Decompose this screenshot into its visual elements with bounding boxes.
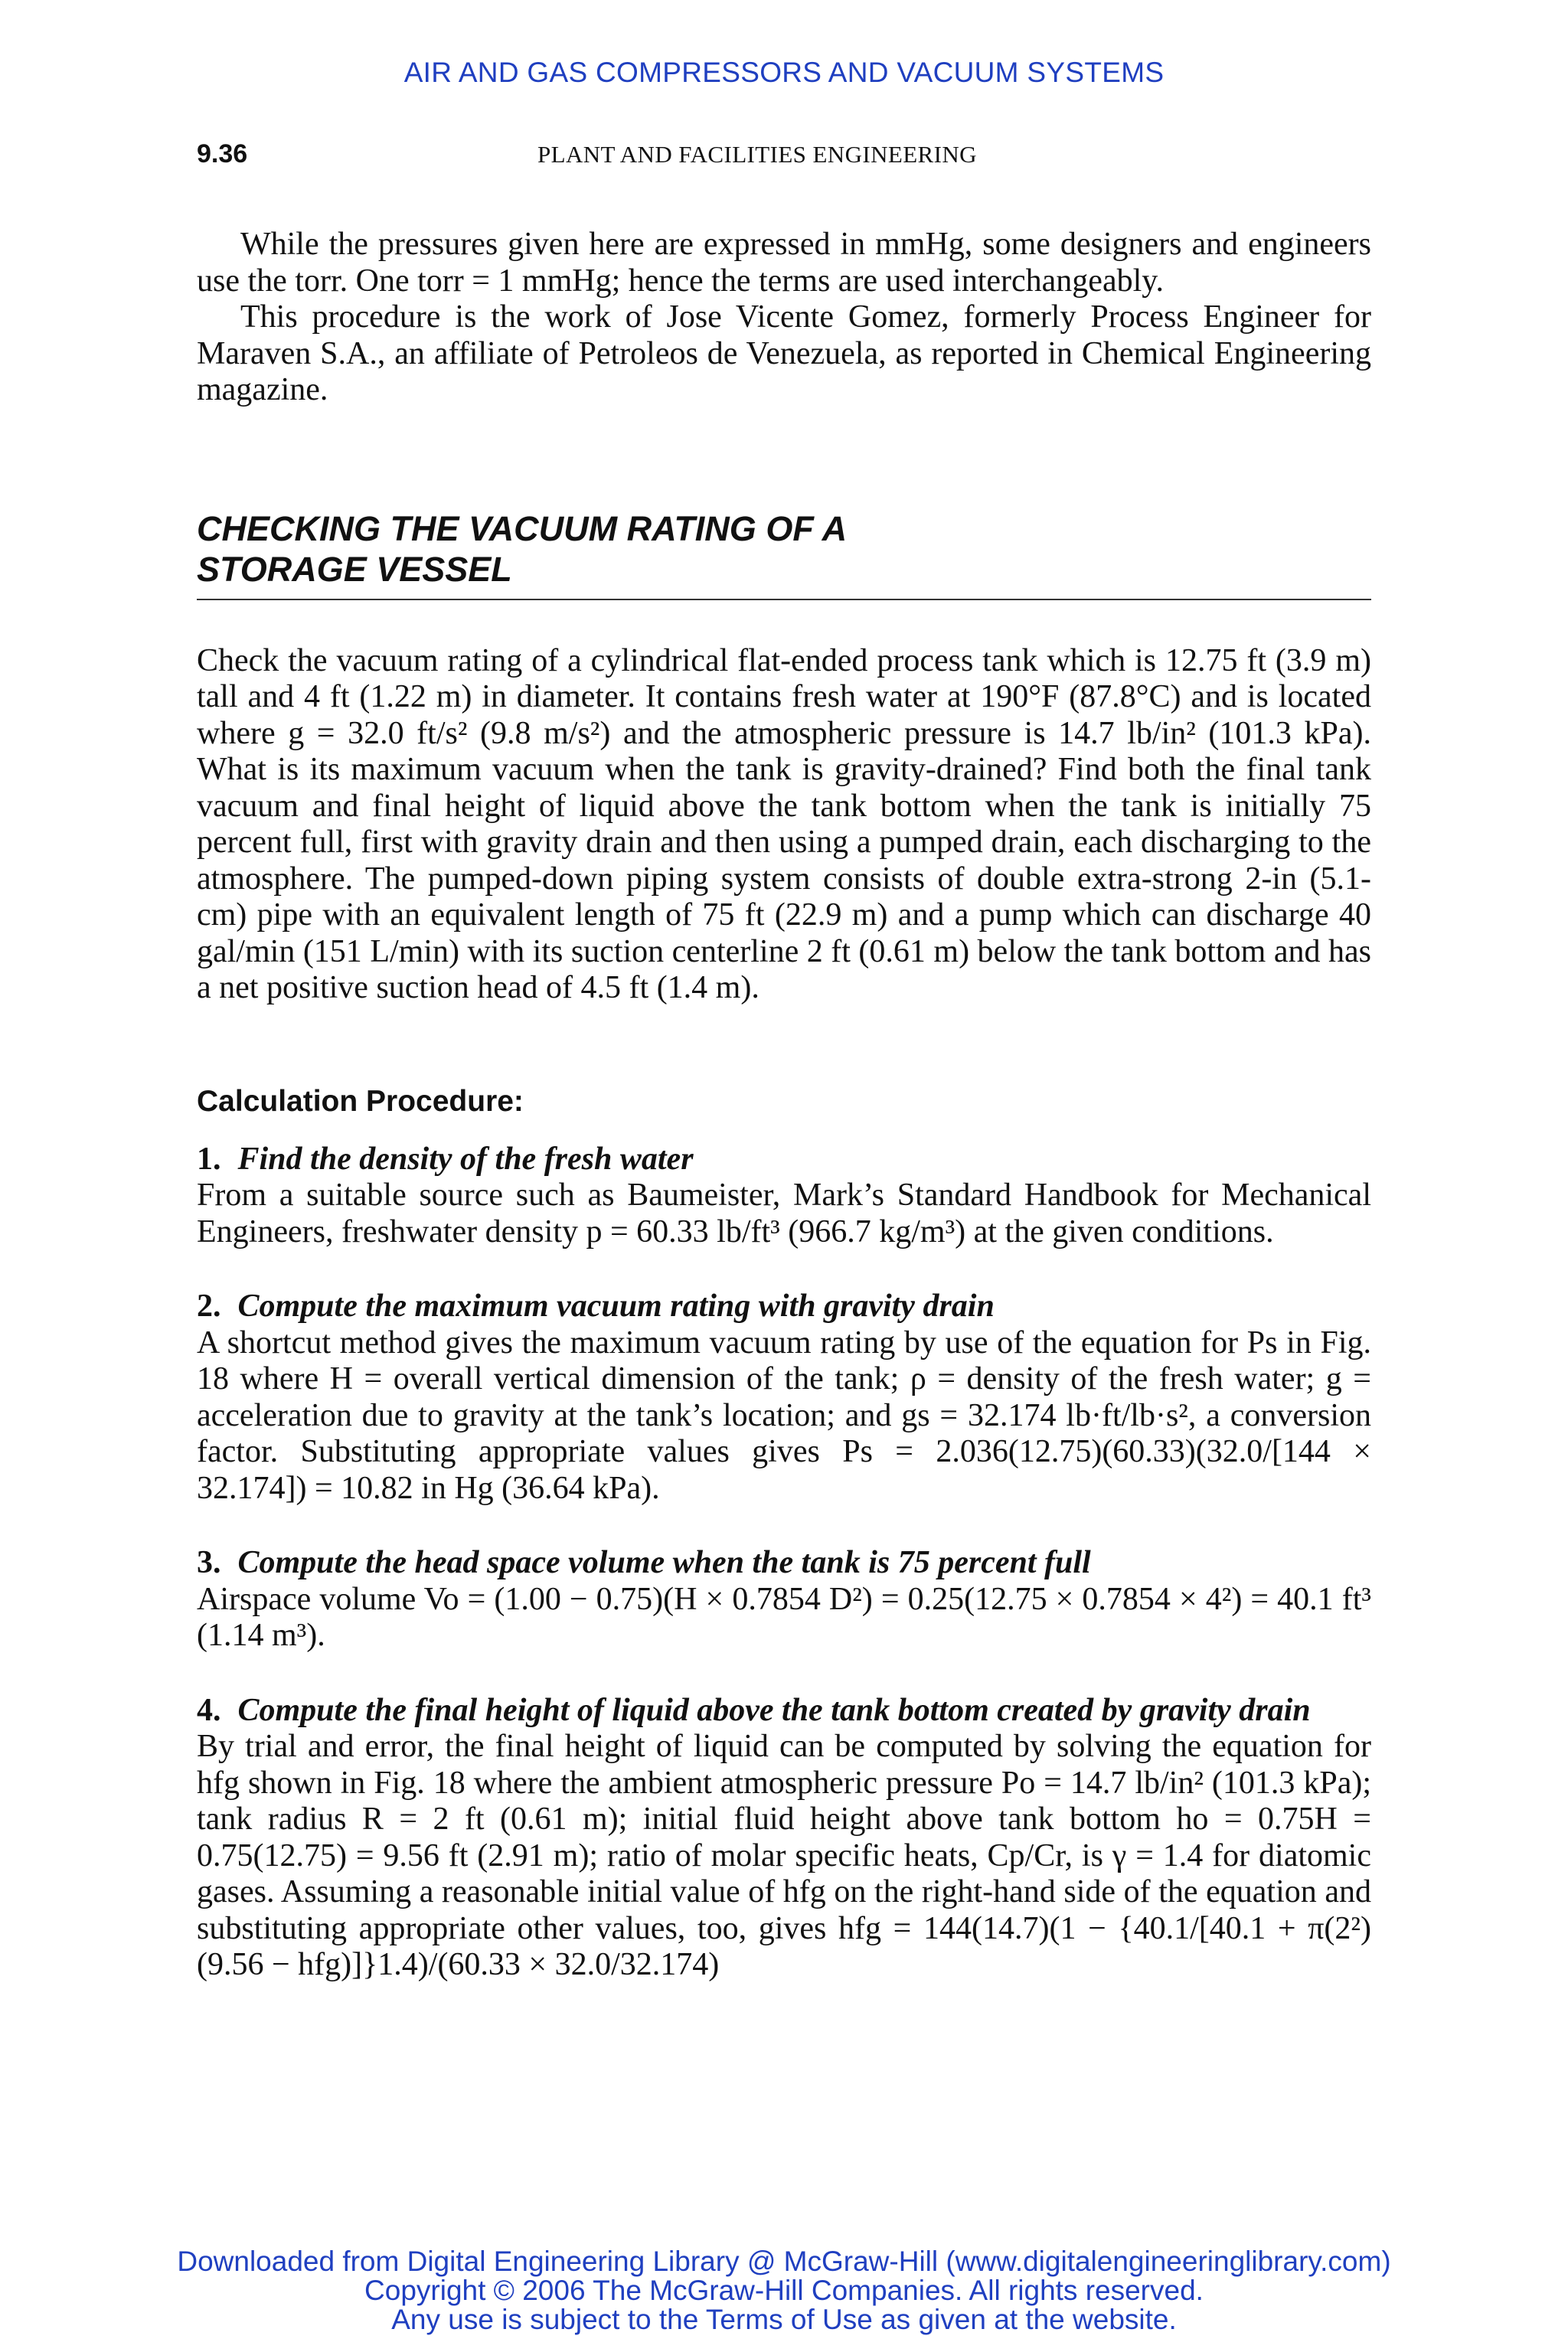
running-head: AIR AND GAS COMPRESSORS AND VACUUM SYSTEMS — [403, 57, 1165, 88]
problem-statement: Check the vacuum rating of a cylindrical flat-ended process tank which is 12.75 ft (3.9 m) tall and 4 ft (1.22 m) in diameter. It contains fresh water at 190°F (87.8°C) and is located where g = 32.0 ft/s² (9.8 m/s²) and the atmospheric pressure is 14.7 lb/in² (101.3 kPa). What is its maximum vacuum when the tank is gravity-drained? Find both the final tank vacuum and final height of liquid above the tank bottom when the tank is initially 75 percent full, first with gravity drain and then using a pumped drain, each discharging to the atmosphere. The pumped-down piping system consists of double extra-strong 2-in (5.1-cm) pipe with an equivalent length of 75 ft (22.9 m) and a pump which can discharge 40 gal/min (151 L/min) with its suction centerline 2 ft (0.61 m) below the tank bottom and has a net positive suction head of 4.5 ft (1.4 m). — [197, 642, 1371, 1005]
step-1 — [197, 1142, 1371, 1251]
step-4-number: 4. — [197, 1692, 221, 1728]
section-heading-line-1: CHECKING THE VACUUM RATING OF A — [197, 508, 848, 548]
page-number: 9.36 — [197, 139, 248, 168]
step-3-body: Airspace volume Vo = (1.00 − 0.75)(H × 0.7854 D²) = 0.25(12.75 × 0.7854 × 4²) = 40.1 ft³ (1.14 m³). — [197, 1581, 1371, 1653]
step-3 — [197, 1545, 1371, 1655]
footer-download-link[interactable]: Downloaded from Digital Engineering Library @ McGraw-Hill (www.digitalengineeringlibrary.com) — [177, 2246, 1391, 2277]
calculation-procedure-heading: Calculation Procedure: — [197, 1084, 524, 1118]
footer-terms-link[interactable]: Any use is subject to the Terms of Use as given at the website. — [391, 2304, 1177, 2335]
step-3-number: 3. — [197, 1545, 221, 1580]
step-1-body: From a suitable source such as Baumeister, Mark’s Standard Handbook for Mechanical Engineers, freshwater density p = 60.33 lb/ft³ (966.7 kg/m³) at the given conditions. — [197, 1178, 1371, 1250]
page-body — [197, 227, 1371, 1984]
step-1-title: Find the density of the fresh water — [237, 1141, 694, 1177]
step-1-number: 1. — [197, 1141, 221, 1177]
step-4-body: By trial and error, the final height of liquid can be computed by solving the equation for hfg shown in Fig. 18 where the ambient atmospheric pressure Po = 14.7 lb/in² (101.3 kPa); tank radius R = 2 ft (0.61 m); initial fluid height above tank bottom ho = 0.75H = 0.75(12.75) = 9.56 ft (2.91 m); ratio of molar specific heats, Cp/Cr, is γ = 1.4 for diatomic gases. Assuming a reasonable initial value of hfg on the right-hand side of the equation and substituting appropriate other values, too, gives hfg = 144(14.7)(1 − {40.1/[40.1 + π(2²)(9.56 − hfg)]}1.4)/(60.33 × 32.0/32.174) — [197, 1729, 1371, 1982]
section-heading — [197, 508, 1371, 600]
step-1-title-line — [197, 1142, 1371, 1178]
section-heading-line-2: STORAGE VESSEL — [197, 549, 512, 589]
page-header — [197, 139, 1371, 178]
step-4-title-line — [197, 1693, 1371, 1730]
step-2 — [197, 1289, 1371, 1507]
step-2-title-line — [197, 1289, 1371, 1325]
footer — [0, 2247, 1568, 2334]
step-2-title: Compute the maximum vacuum rating with gravity drain — [237, 1289, 995, 1324]
step-2-number: 2. — [197, 1289, 221, 1324]
step-2-body: A shortcut method gives the maximum vacuum rating by use of the equation for Ps in Fig. 18 where H = overall vertical dimension of the tank; ρ = density of the fresh water; g = acceleration due to gravity at the tank’s location; and gs = 32.174 lb·ft/lb·s², a conversion factor. Substituting appropriate values gives Ps = 2.036(12.75)(60.33)(32.0/[144 × 32.174]) = 10.82 in Hg (36.64 kPa). — [197, 1325, 1371, 1506]
step-3-title-line — [197, 1545, 1371, 1582]
intro-paragraph-1: While the pressures given here are expressed in mmHg, some designers and engineers use the torr. One torr = 1 mmHg; hence the terms are used interchangeably. — [197, 227, 1371, 299]
footer-copyright: Copyright © 2006 The McGraw-Hill Companies. All rights reserved. — [364, 2275, 1204, 2306]
header-title: PLANT AND FACILITIES ENGINEERING — [537, 141, 977, 168]
step-4-title: Compute the final height of liquid above the tank bottom created by gravity drain — [237, 1692, 1311, 1728]
step-4 — [197, 1693, 1371, 1984]
step-3-title: Compute the head space volume when the tank is 75 percent full — [237, 1545, 1091, 1580]
intro-paragraph-2: This procedure is the work of Jose Vicente Gomez, formerly Process Engineer for Maraven S.A., an affiliate of Petroleos de Venezuela, as reported in Chemical Engineering magazine. — [197, 299, 1371, 407]
